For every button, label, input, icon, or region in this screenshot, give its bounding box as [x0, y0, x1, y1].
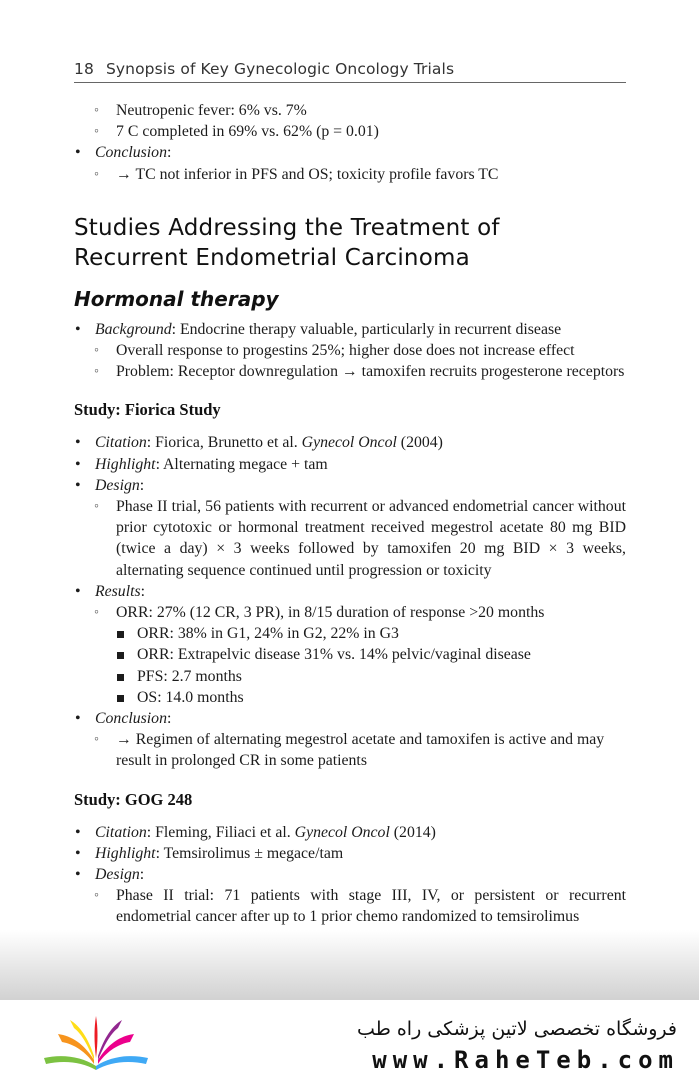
top-conclusion-list: [74, 142, 626, 163]
list-item: [74, 454, 626, 475]
list-item: ◦ Phase II trial: 71 patients with stage III, IV, or persistent or recurrent endometrial cancer after up to 1 prior chemo randomized to temsirolimus: [74, 885, 626, 927]
list-item: ◦ 7 C completed in 69% vs. 62% (p = 0.01): [74, 121, 626, 142]
citation-text: : Fiorica, Brunetto et al.: [146, 434, 302, 452]
fiorica-list: [74, 432, 626, 496]
background-sublist: [74, 340, 626, 382]
conclusion-label: Conclusion: [95, 710, 167, 728]
highlight-text: : Temsirolimus ± megace/tam: [155, 844, 344, 862]
results-label: Results: [95, 582, 141, 600]
book-logo-icon: [36, 1014, 156, 1074]
list-item: ◦ Neutropenic fever: 6% vs. 7%: [74, 100, 626, 121]
list-item: • Conclusion:: [74, 708, 626, 729]
section-subtitle: Hormonal therapy: [74, 286, 279, 311]
store-website: www.RaheTeb.com: [372, 1046, 679, 1074]
highlight-label: Highlight: [95, 455, 156, 473]
list-item: • Design:: [74, 475, 626, 496]
list-item: PFS: 2.7 months: [74, 666, 626, 687]
list-item: ORR: Extrapelvic disease 31% vs. 14% pelvic/vaginal disease: [74, 644, 626, 665]
conclusion-label: Conclusion: [95, 144, 167, 162]
fiorica-results-sublist: [74, 602, 626, 623]
list-item: [74, 822, 626, 843]
list-item: ◦ Problem: Receptor downregulation → tamoxifen recruits progesterone receptors: [74, 361, 626, 382]
citation-year: (2014): [389, 823, 436, 841]
gog248-list: [74, 822, 626, 886]
study-heading-fiorica: Study: Fiorica Study: [74, 400, 221, 420]
list-item: • Results:: [74, 581, 626, 602]
citation-journal: Gynecol Oncol: [294, 823, 390, 841]
citation-text: : Fleming, Filiaci et al.: [146, 823, 295, 841]
section-title-line1: Studies Addressing the Treatment of: [74, 214, 500, 241]
running-head: [74, 60, 626, 83]
fiorica-conclusion-list: [74, 708, 626, 729]
store-name: فروشگاه تخصصی لاتین پزشکی راه طب: [357, 1018, 677, 1040]
citation-journal: Gynecol Oncol: [301, 434, 397, 452]
list-item: [74, 319, 626, 340]
top-sublist: [74, 100, 626, 142]
background-list: [74, 319, 626, 340]
fiorica-results-list: [74, 581, 626, 602]
section-title: [74, 213, 626, 273]
fiorica-design-sublist: [74, 496, 626, 581]
highlight-label: Highlight: [95, 844, 156, 862]
highlight-text: : Alternating megace + tam: [155, 455, 328, 473]
watermark-footer: [0, 1000, 699, 1080]
list-item: [74, 843, 626, 864]
fiorica-conclusion-sublist: [74, 729, 626, 771]
background-label: Background: [95, 320, 172, 338]
design-label: Design: [95, 476, 140, 494]
list-item: ORR: 38% in G1, 24% in G2, 22% in G3: [74, 623, 626, 644]
citation-label: Citation: [95, 434, 147, 452]
gog248-design-sublist: [74, 885, 626, 927]
citation-label: Citation: [95, 823, 147, 841]
list-item: ◦ → Regimen of alternating megestrol acetate and tamoxifen is active and may result in prolonged CR in some patients: [74, 729, 626, 771]
design-label: Design: [95, 866, 140, 884]
top-conclusion-sublist: [74, 164, 626, 185]
list-item: ◦ Overall response to progestins 25%; higher dose does not increase effect: [74, 340, 626, 361]
page-bottom-shadow: [0, 930, 699, 1000]
section-title-line2: Recurrent Endometrial Carcinoma: [74, 244, 470, 271]
list-item: ◦ ORR: 27% (12 CR, 3 PR), in 8/15 duration of response >20 months: [74, 602, 626, 623]
book-title: Synopsis of Key Gynecologic Oncology Trials: [105, 60, 455, 78]
list-item: ◦ Phase II trial, 56 patients with recurrent or advanced endometrial cancer without prior cytotoxic or hormonal treatment received megestrol acetate 80 mg BID (twice a day) × 3 weeks followed by tamoxifen 20 mg BID × 3 weeks, alternating sequence continued until progression or toxicity: [74, 496, 626, 581]
citation-year: (2004): [396, 434, 443, 452]
list-item: • Conclusion:: [74, 142, 626, 163]
list-item: ◦ → TC not inferior in PFS and OS; toxicity profile favors TC: [74, 164, 626, 185]
fiorica-results-items: [74, 623, 626, 708]
page-content: [74, 100, 626, 928]
background-text: : Endocrine therapy valuable, particularly in recurrent disease: [171, 320, 562, 338]
list-item: [74, 432, 626, 453]
study-heading-gog248: Study: GOG 248: [74, 789, 193, 809]
list-item: • Design:: [74, 864, 626, 885]
list-item: OS: 14.0 months: [74, 687, 626, 708]
page-number: 18: [74, 60, 94, 78]
